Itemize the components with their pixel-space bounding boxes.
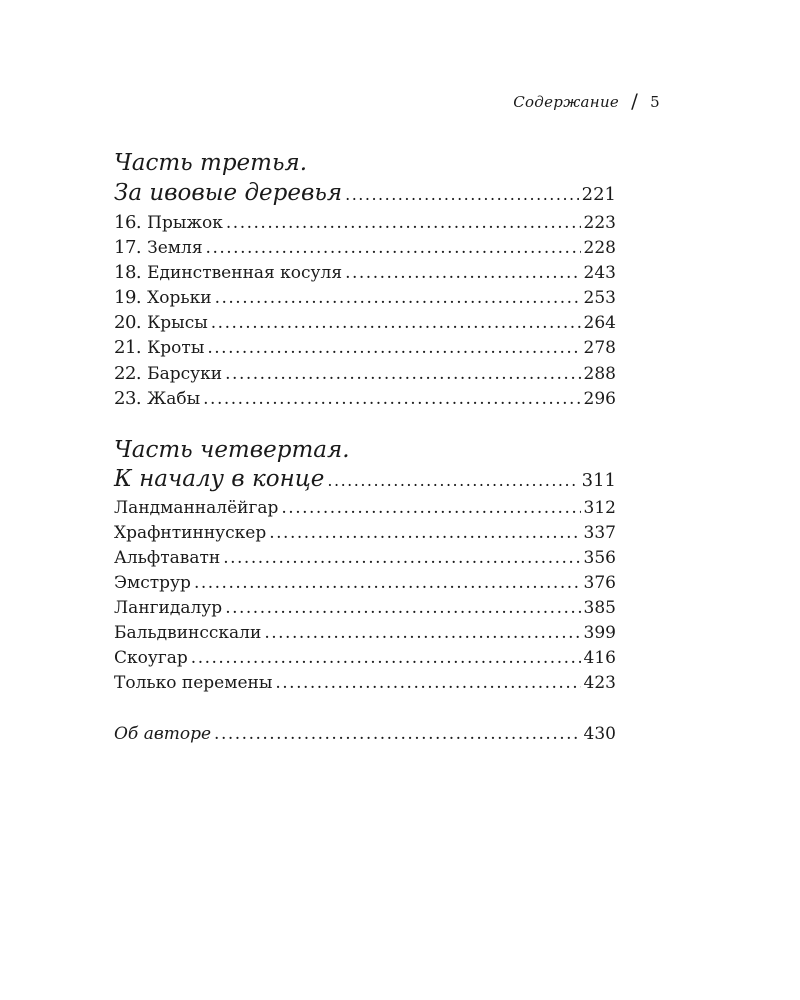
chapter-number: 18.: [114, 262, 142, 283]
chapter-title: Земля: [147, 238, 203, 258]
chapter-page: 312: [583, 498, 616, 518]
chapter-page: 356: [583, 548, 616, 568]
part4-title: Часть четвертая.: [114, 437, 350, 463]
toc-entry-alftavatn[interactable]: [114, 548, 616, 568]
chapter-title: Барсуки: [147, 364, 223, 384]
chapter-page: 399: [583, 623, 616, 643]
leader-dots: [223, 548, 580, 568]
leader-dots: [225, 598, 580, 618]
about-author-page: 430: [583, 724, 616, 744]
chapter-page: 376: [583, 573, 616, 593]
toc-entry-skogar[interactable]: [114, 648, 616, 668]
page-number: 5: [650, 93, 660, 111]
chapter-number: 21.: [114, 337, 142, 358]
chapter-title: Жабы: [147, 389, 201, 409]
chapter-page: 423: [583, 673, 616, 693]
chapter-page: 228: [583, 238, 616, 258]
part3-title: Часть третья.: [114, 150, 308, 176]
leader-dots: [281, 498, 580, 518]
chapter-title: Скоугар: [114, 648, 188, 668]
toc-entry-about-author[interactable]: [114, 724, 616, 744]
chapter-page: 296: [583, 389, 616, 409]
chapter-page: 416: [583, 648, 616, 668]
toc-entry-landmannalaugar[interactable]: [114, 498, 616, 518]
chapter-title: Единственная косуля: [147, 263, 343, 283]
chapter-page: 223: [583, 213, 616, 233]
leader-dots: [327, 471, 578, 490]
part3-heading-entry[interactable]: [114, 180, 616, 206]
leader-dots: [207, 338, 580, 358]
chapter-number: 19.: [114, 287, 142, 308]
chapter-page: 243: [583, 263, 616, 283]
leader-dots: [206, 238, 581, 258]
chapter-number: 22.: [114, 363, 142, 384]
chapter-title: Храфнтиннускер: [114, 523, 267, 543]
chapter-title: Эмструр: [114, 573, 191, 593]
chapter-title: Крысы: [147, 313, 208, 333]
part3-subtitle: За ивовые деревья: [114, 180, 343, 206]
chapter-page: 337: [583, 523, 616, 543]
leader-dots: [226, 213, 581, 233]
running-head-title: Содержание: [513, 93, 620, 111]
leader-dots: [215, 288, 581, 308]
about-author-title: Об авторе: [114, 724, 212, 744]
chapter-page: 264: [583, 313, 616, 333]
chapter-title: Лангидалур: [114, 598, 223, 618]
leader-dots: [194, 573, 581, 593]
leader-dots: [214, 724, 581, 744]
chapter-number: 16.: [114, 212, 142, 233]
chapter-title: Только перемены: [114, 673, 273, 693]
leader-dots: [191, 648, 581, 668]
toc-entry-langidalur[interactable]: [114, 598, 616, 618]
chapter-title: Прыжок: [147, 213, 223, 233]
toc-entry-chapter-20[interactable]: [114, 312, 616, 333]
leader-dots: [275, 673, 580, 693]
running-head: [460, 88, 660, 112]
leader-dots: [345, 263, 580, 283]
chapter-page: 385: [583, 598, 616, 618]
toc-entry-chapter-19[interactable]: [114, 287, 616, 308]
chapter-page: 288: [583, 364, 616, 384]
part4-subtitle: К началу в конце: [114, 466, 325, 492]
part3-page: 221: [581, 184, 616, 205]
toc-entry-chapter-22[interactable]: [114, 363, 616, 384]
toc-entry-chapter-18[interactable]: [114, 262, 616, 283]
leader-dots: [225, 364, 580, 384]
leader-dots: [264, 623, 580, 643]
toc-entry-chapter-17[interactable]: [114, 237, 616, 258]
chapter-page: 278: [583, 338, 616, 358]
part4-heading-entry[interactable]: [114, 466, 616, 492]
leader-dots: [345, 185, 579, 204]
chapter-number: 23.: [114, 388, 142, 409]
chapter-title: Хорьки: [147, 288, 212, 308]
chapter-title: Кроты: [147, 338, 205, 358]
part4-page: 311: [581, 470, 616, 491]
leader-dots: [211, 313, 581, 333]
chapter-number: 17.: [114, 237, 142, 258]
toc-entry-chapter-23[interactable]: [114, 388, 616, 409]
leader-dots: [269, 523, 580, 543]
toc-entry-baldvinsskali[interactable]: [114, 623, 616, 643]
chapter-title: Ландманналёйгар: [114, 498, 279, 518]
toc-entry-only-changes[interactable]: [114, 673, 616, 693]
chapter-title: Альфтаватн: [114, 548, 221, 568]
chapter-page: 253: [583, 288, 616, 308]
chapter-title: Бальдвинсскали: [114, 623, 262, 643]
leader-dots: [203, 389, 580, 409]
toc-entry-emstrur[interactable]: [114, 573, 616, 593]
toc-entry-chapter-16[interactable]: [114, 212, 616, 233]
running-head-separator: /: [631, 89, 639, 113]
toc-entry-chapter-21[interactable]: [114, 337, 616, 358]
toc-entry-hrafntinnusker[interactable]: [114, 523, 616, 543]
chapter-number: 20.: [114, 312, 142, 333]
